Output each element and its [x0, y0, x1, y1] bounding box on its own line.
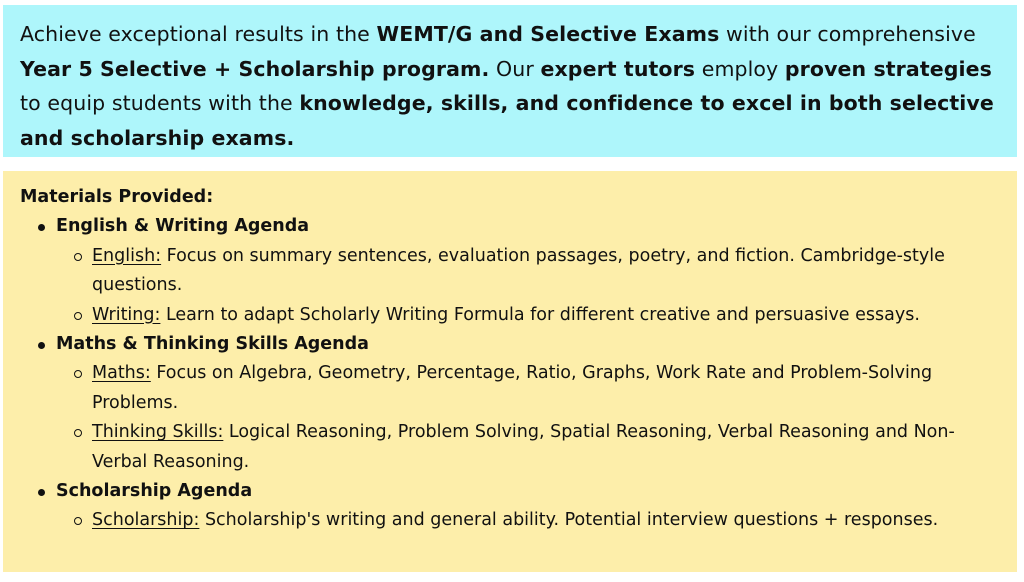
- intro-text: to equip students with the: [20, 91, 300, 115]
- intro-highlight-tutors: expert tutors: [540, 56, 696, 81]
- item-text: Scholarship's writing and general ability. Potential interview questions + responses.: [199, 510, 939, 531]
- list-item-writing: [56, 301, 1007, 330]
- item-label: Scholarship:: [92, 510, 200, 531]
- item-label: Thinking Skills:: [92, 422, 224, 443]
- agenda-items: [56, 506, 1007, 535]
- materials-title: Materials Provided:: [20, 187, 214, 207]
- intro-text: with our comprehensive: [719, 22, 976, 46]
- intro-text: employ: [695, 56, 785, 81]
- item-text: Focus on summary sentences, evaluation passages, poetry, and fiction. Cambridge-style questions.: [92, 245, 945, 296]
- agenda-items: [56, 242, 1007, 330]
- item-label: English:: [92, 245, 162, 266]
- agenda-heading: English & Writing Agenda: [56, 216, 310, 237]
- intro-panel: [3, 5, 1017, 157]
- agenda-items: [56, 359, 1007, 477]
- agenda-scholarship: [20, 477, 1007, 536]
- intro-text: Achieve exceptional results in the: [20, 22, 377, 46]
- item-label: Writing:: [92, 304, 161, 325]
- item-label: Maths:: [92, 363, 151, 384]
- agenda-english-writing: [20, 212, 1007, 330]
- agenda-maths-thinking: [20, 330, 1007, 477]
- intro-highlight-strategies: proven strategies: [784, 56, 992, 81]
- agenda-heading: Scholarship Agenda: [56, 481, 253, 502]
- list-item-thinking-skills: [56, 418, 1007, 477]
- list-item-maths: [56, 359, 1007, 418]
- item-text: Logical Reasoning, Problem Solving, Spatial Reasoning, Verbal Reasoning and Non-Verbal Reasoning.: [92, 422, 955, 472]
- item-text: Focus on Algebra, Geometry, Percentage, Ratio, Graphs, Work Rate and Problem-Solving Problems.: [92, 363, 933, 413]
- intro-highlight-exams: WEMT/G and Selective Exams: [376, 22, 720, 46]
- agenda-heading: Maths & Thinking Skills Agenda: [56, 334, 369, 355]
- item-text: Learn to adapt Scholarly Writing Formula for different creative and persuasive essays.: [160, 304, 920, 325]
- agenda-list: [20, 212, 1007, 535]
- list-item-english: [56, 242, 1007, 301]
- intro-text: Our: [489, 56, 541, 81]
- intro-highlight-outcome: knowledge, skills, and confidence to excel in both selective and scholarship exams.: [20, 91, 994, 150]
- materials-panel: [3, 171, 1017, 572]
- intro-highlight-program: Year 5 Selective + Scholarship program.: [20, 56, 490, 81]
- list-item-scholarship: [56, 506, 1007, 535]
